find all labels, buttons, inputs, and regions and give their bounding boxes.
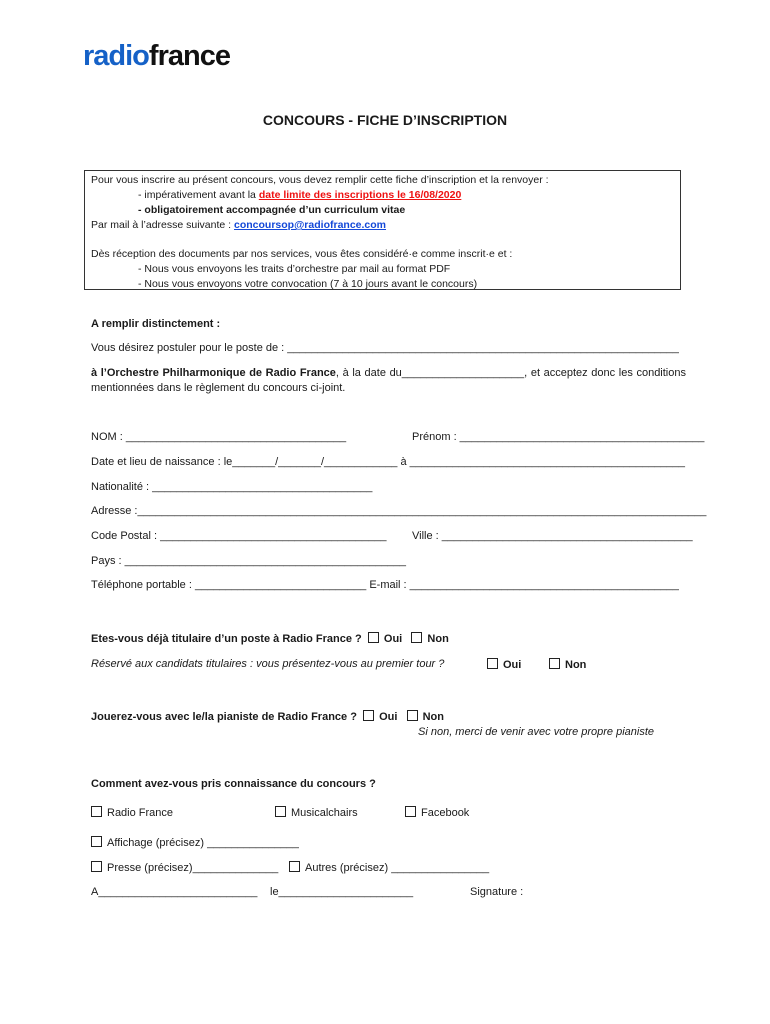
option-affichage: Affichage (précisez) _______________: [91, 836, 299, 849]
checkbox-presse[interactable]: [91, 861, 102, 872]
nationalite-field[interactable]: Nationalité : ____________________________________: [91, 481, 373, 493]
form-heading: A remplir distinctement :: [91, 318, 221, 330]
question-pianiste: Jouerez-vous avec le/la pianiste de Radio France ? Oui Non: [91, 711, 444, 723]
info-line-5: Dès réception des documents par nos services, vous êtes considéré·e comme inscrit·e et :: [91, 248, 513, 260]
orchestre-text: à l’Orchestre Philharmonique de Radio France, à la date du____________________, et acceptez donc les conditions mentionnées dans le règlement du concours ci-joint.: [91, 367, 686, 394]
ville-field[interactable]: Ville : _________________________________________: [412, 530, 693, 542]
premier-tour-oui: Oui: [487, 658, 521, 671]
signature-label: Signature :: [470, 886, 524, 898]
adresse-field[interactable]: Adresse :_____________________________________________________________________________________________: [91, 505, 707, 517]
checkbox-titulaire-non[interactable]: [411, 632, 422, 643]
lieu-field[interactable]: A__________________________: [91, 886, 258, 898]
info-line-6: - Nous vous envoyons les traits d’orchestre par mail au format PDF: [138, 263, 451, 275]
deadline-text: date limite des inscriptions le 16/08/2020: [258, 189, 462, 201]
pianiste-note: Si non, merci de venir avec votre propre pianiste: [418, 726, 655, 738]
info-box: [84, 170, 681, 290]
checkbox-premier-tour-non[interactable]: [549, 658, 560, 669]
option-musicalchairs: Musicalchairs: [275, 806, 358, 819]
info-line-4: Par mail à l’adresse suivante : concoursop@radiofrance.com: [91, 219, 387, 231]
question-source: Comment avez-vous pris connaissance du concours ?: [91, 778, 376, 790]
codepostal-field[interactable]: Code Postal : _____________________________________: [91, 530, 387, 542]
option-radiofrance: Radio France: [91, 806, 173, 819]
question-titulaire: Etes-vous déjà titulaire d’un poste à Radio France ? Oui Non: [91, 633, 449, 645]
date-field[interactable]: le______________________: [270, 886, 414, 898]
info-line-2: - impérativement avant la date limite des inscriptions le 16/08/2020: [138, 189, 462, 201]
telephone-email-field[interactable]: Téléphone portable : ____________________________ E-mail : ____________________________________________: [91, 579, 679, 591]
radiofrance-logo: radiofrance: [83, 40, 230, 72]
checkbox-affichage[interactable]: [91, 836, 102, 847]
nom-field[interactable]: NOM : ____________________________________: [91, 431, 347, 443]
page-title: CONCOURS - FICHE D’INSCRIPTION: [262, 112, 508, 128]
poste-field[interactable]: Vous désirez postuler pour le poste de : ________________________________________________________________: [91, 342, 679, 354]
prenom-field[interactable]: Prénom : ________________________________________: [412, 431, 705, 443]
option-presse: Presse (précisez)______________: [91, 861, 278, 874]
info-line-3: - obligatoirement accompagnée d’un curriculum vitae: [138, 204, 406, 216]
checkbox-pianiste-non[interactable]: [407, 710, 418, 721]
pays-field[interactable]: Pays : ______________________________________________: [91, 555, 407, 567]
naissance-field[interactable]: Date et lieu de naissance : le_______/_______/____________ à _____________________________________________: [91, 456, 685, 468]
info-line-1: Pour vous inscrire au présent concours, vous devez remplir cette fiche d’inscription et la renvoyer :: [91, 174, 549, 186]
checkbox-premier-tour-oui[interactable]: [487, 658, 498, 669]
premier-tour-non: Non: [549, 658, 586, 671]
checkbox-facebook[interactable]: [405, 806, 416, 817]
info-line-7: - Nous vous envoyons votre convocation (7 à 10 jours avant le concours): [138, 278, 478, 290]
checkbox-radiofrance[interactable]: [91, 806, 102, 817]
checkbox-autres[interactable]: [289, 861, 300, 872]
checkbox-musicalchairs[interactable]: [275, 806, 286, 817]
option-facebook: Facebook: [405, 806, 469, 819]
checkbox-titulaire-oui[interactable]: [368, 632, 379, 643]
option-autres: Autres (précisez) ________________: [289, 861, 489, 874]
email-link[interactable]: concoursop@radiofrance.com: [233, 219, 387, 231]
checkbox-pianiste-oui[interactable]: [363, 710, 374, 721]
question-premier-tour: Réservé aux candidats titulaires : vous présentez-vous au premier tour ?: [91, 658, 445, 670]
